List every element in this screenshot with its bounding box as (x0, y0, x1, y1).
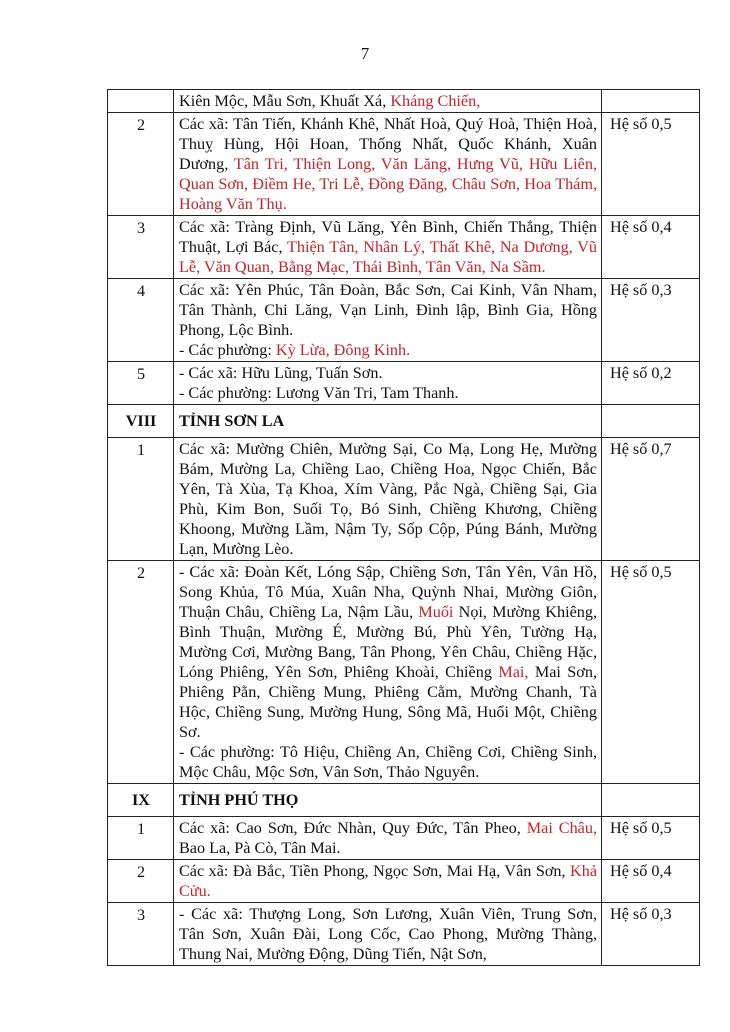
commune-line (179, 91, 597, 111)
coefficient-cell: Hệ số 0,3 (602, 903, 700, 966)
table-row (108, 860, 700, 903)
row-number (108, 90, 174, 113)
table-row (108, 113, 700, 216)
coefficient-cell: Hệ số 0,2 (602, 362, 700, 405)
coefficient-cell: Hệ số 0,7 (602, 438, 700, 561)
commune-list-cell (174, 90, 602, 113)
table-row (108, 216, 700, 279)
row-number: 2 (108, 561, 174, 784)
commune-text: Các xã: Cao Sơn, Đức Nhàn, Quy Đức, Tân Pheo, (179, 819, 527, 837)
commune-line (179, 562, 597, 742)
table-row (108, 438, 700, 561)
commune-text: Các xã: Yên Phúc, Tân Đoàn, Bắc Sơn, Cai Kinh, Vân Nham, Tân Thành, Chi Lăng, Vạn Linh, Đình lập, Bình Gia, Hồng Phong, Lộc Bình. (179, 281, 597, 339)
section-title: TỈNH SƠN LA (174, 405, 602, 438)
commune-text: Bao La, Pà Cò, Tân Mai. (179, 839, 341, 857)
commune-line (179, 904, 597, 964)
section-row (108, 405, 700, 438)
highlighted-commune-text: Mai Châu, (526, 819, 597, 837)
commune-text: Kiên Mộc, Mẫu Sơn, Khuất Xá, (179, 92, 391, 110)
table-row (108, 903, 700, 966)
commune-line (179, 280, 597, 340)
table-row (108, 90, 700, 113)
table-body (108, 90, 700, 966)
row-number: 5 (108, 362, 174, 405)
commune-text: - Các xã: Đoàn Kết, Lóng Sập, Chiềng Sơn, Tân Yên, Vân Hồ, Song Khủa, Tô Múa, Xuân Nha, Quỳnh Nhai, Mường Giôn, Thuận Châu, Chiềng La, Nậm Lầu, (179, 563, 597, 621)
commune-line (179, 217, 597, 277)
commune-line (179, 439, 597, 559)
commune-text: Các xã: Tràng Định, Vũ Lăng, Yên Bình, Chiến Thắng, Thiện Thuật, Lợi Bác, (179, 218, 597, 256)
page-number: 7 (360, 44, 370, 63)
commune-text: Nọi, Mường Khiêng, Bình Thuận, Mường É, Mường Bú, Phù Yên, Tường Hạ, Mường Cơi, Mường Bang, Tân Phong, Yên Châu, Chiềng Hặc, Lóng Phiêng, Yên Sơn, Phiêng Khoài, Chiềng (179, 603, 597, 681)
coefficient-cell-empty (602, 784, 700, 817)
row-number: 1 (108, 817, 174, 860)
commune-line (179, 742, 597, 782)
commune-line (179, 383, 597, 403)
commune-list-cell (174, 216, 602, 279)
highlighted-commune-text: Kỳ Lừa, Đông Kinh. (275, 341, 411, 359)
highlighted-commune-text: Thiện Tân, Nhân Lý, Thất Khê, Na Dương, Vũ Lễ, Văn Quan, Bằng Mạc, Thái Bình, Tân Văn, Na Sầm. (179, 238, 598, 276)
table-row (108, 279, 700, 362)
commune-line (179, 363, 597, 383)
commune-text: - Các xã: Hữu Lũng, Tuấn Sơn. (179, 364, 383, 382)
commune-text: Các xã: Mường Chiên, Mường Sại, Co Mạ, Long Hẹ, Mường Bám, Mường La, Chiềng Lao, Chiềng Hoa, Ngọc Chiến, Bắc Yên, Tà Xùa, Tạ Khoa, Xím Vàng, Pắc Ngà, Chiềng Sại, Gia Phù, Kim Bon, Suối Tọ, Bó Sinh, Chiềng Khương, Chiềng Khoong, Mường Lầm, Nậm Ty, Sốp Cộp, Púng Bánh, Mường Lạn, Mường Lèo. (179, 440, 597, 558)
coefficient-cell: Hệ số 0,5 (602, 561, 700, 784)
coefficient-cell: Hệ số 0,3 (602, 279, 700, 362)
commune-list-cell (174, 362, 602, 405)
row-number: 2 (108, 860, 174, 903)
highlighted-commune-text: Mai, (498, 663, 529, 681)
row-number: IX (108, 784, 174, 817)
coefficient-cell (602, 90, 700, 113)
commune-list-cell (174, 860, 602, 903)
commune-list-cell (174, 903, 602, 966)
area-coefficient-table (107, 89, 700, 966)
commune-list-cell (174, 817, 602, 860)
commune-list-cell (174, 438, 602, 561)
commune-text: - Các phường: Lương Văn Tri, Tam Thanh. (179, 384, 459, 402)
row-number: 2 (108, 113, 174, 216)
highlighted-commune-text: Tân Tri, Thiện Long, Văn Lăng, Hưng Vũ, Hữu Liên, Quan Sơn, Điềm He, Tri Lễ, Đồng Đăng, Châu Sơn, Hoa Thám, Hoàng Văn Thụ. (179, 155, 597, 213)
coefficient-cell: Hệ số 0,4 (602, 860, 700, 903)
commune-line (179, 340, 597, 360)
commune-line (179, 114, 597, 214)
coefficient-cell: Hệ số 0,5 (602, 817, 700, 860)
commune-line (179, 861, 597, 901)
table-row (108, 817, 700, 860)
table-row (108, 561, 700, 784)
commune-text: - Các phường: (179, 341, 276, 359)
row-number: 3 (108, 903, 174, 966)
coefficient-cell: Hệ số 0,4 (602, 216, 700, 279)
table-row (108, 362, 700, 405)
section-row (108, 784, 700, 817)
row-number: 3 (108, 216, 174, 279)
commune-text: Các xã: Đà Bắc, Tiền Phong, Ngọc Sơn, Mai Hạ, Vân Sơn, (179, 862, 571, 880)
row-number: 1 (108, 438, 174, 561)
row-number: 4 (108, 279, 174, 362)
section-title: TỈNH PHÚ THỌ (174, 784, 602, 817)
commune-line (179, 818, 597, 858)
highlighted-commune-text: Kháng Chiến, (390, 92, 481, 110)
commune-text: - Các phường: Tô Hiệu, Chiềng An, Chiềng Cơi, Chiềng Sinh, Mộc Châu, Mộc Sơn, Vân Sơn, Thảo Nguyên. (179, 743, 597, 781)
commune-text: Các xã: Tân Tiến, Khánh Khê, Nhất Hoà, Quý Hoà, Thiện Hoà, Thuỵ Hùng, Hội Hoan, Thống Nhất, Quốc Khánh, Xuân Dương, (179, 115, 597, 173)
row-number: VIII (108, 405, 174, 438)
commune-text: Mai Sơn, Phiêng Pằn, Chiềng Mung, Phiêng Cằm, Mường Chanh, Tà Hộc, Chiềng Sung, Mường Hung, Sông Mã, Huổi Một, Chiềng Sơ. (179, 663, 597, 741)
highlighted-commune-text: Muổi (418, 603, 454, 621)
commune-text: - Các xã: Thượng Long, Sơn Lương, Xuân Viên, Trung Sơn, Tân Sơn, Xuân Đài, Long Cốc, Cao Phong, Mường Thàng, Thung Nai, Mường Động, Dũng Tiến, Nật Sơn, (179, 905, 597, 963)
highlighted-commune-text: Khả Cửu. (179, 862, 597, 900)
commune-list-cell (174, 113, 602, 216)
commune-list-cell (174, 561, 602, 784)
coefficient-cell-empty (602, 405, 700, 438)
coefficient-cell: Hệ số 0,5 (602, 113, 700, 216)
commune-list-cell (174, 279, 602, 362)
